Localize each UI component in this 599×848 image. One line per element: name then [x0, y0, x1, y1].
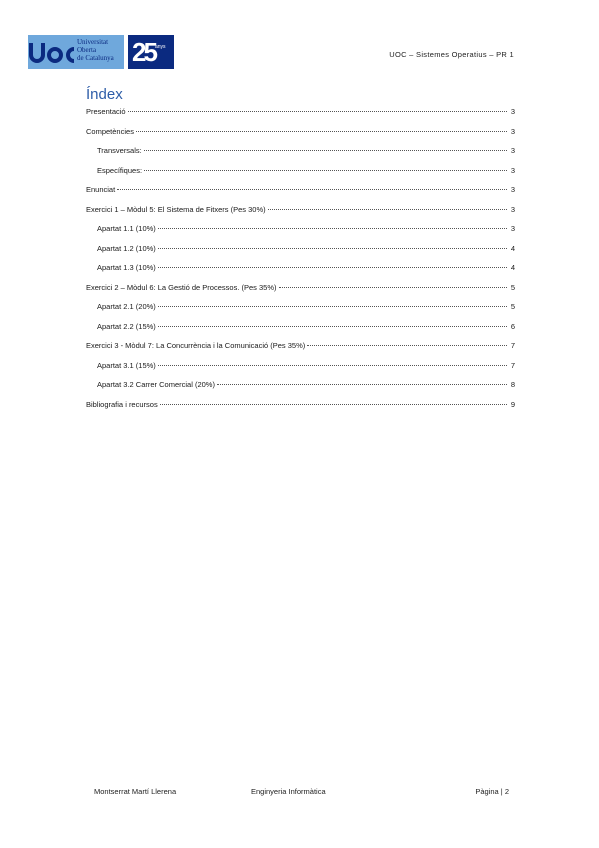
- toc-entry-page: 3: [510, 107, 515, 116]
- toc-entry[interactable]: [86, 322, 515, 342]
- table-of-contents: [86, 107, 515, 419]
- anniversary-number: 25: [132, 37, 155, 67]
- toc-entry[interactable]: [86, 361, 515, 381]
- toc-leader-dots: [158, 326, 507, 327]
- toc-entry-text: Apartat 1.2 (10%): [97, 243, 156, 253]
- toc-title: Índex: [86, 86, 123, 103]
- toc-entry-page: 3: [510, 146, 515, 155]
- toc-entry-text: Presentació: [86, 107, 126, 116]
- anniversary-logo: [128, 35, 174, 69]
- toc-entry[interactable]: [86, 283, 515, 303]
- toc-entry-text: Competències: [86, 126, 134, 136]
- toc-entry-text: Específiques:: [97, 165, 143, 175]
- university-name: Universitat Oberta de Catalunya: [77, 38, 114, 62]
- toc-leader-dots: [279, 287, 507, 288]
- toc-entry[interactable]: [86, 127, 515, 147]
- toc-leader-dots: [117, 189, 507, 190]
- toc-entry[interactable]: [86, 244, 515, 264]
- toc-entry-text: Apartat 1.3 (10%): [97, 263, 156, 272]
- toc-entry[interactable]: [86, 146, 515, 166]
- toc-entry[interactable]: [86, 341, 515, 361]
- footer-degree: Enginyeria Informàtica: [251, 787, 326, 796]
- footer-author: Montserrat Martí Llerena: [94, 787, 177, 796]
- toc-entry-page: 3: [510, 126, 515, 136]
- toc-entry-text: Bibliografia i recursos: [86, 399, 158, 409]
- toc-leader-dots: [136, 131, 507, 132]
- toc-entry[interactable]: [86, 302, 515, 322]
- toc-entry-text: Exercici 2 – Mòdul 6: La Gestió de Processos. (Pes 35%): [86, 282, 277, 292]
- toc-leader-dots: [160, 404, 507, 405]
- uoc-logo: [28, 35, 174, 69]
- toc-entry[interactable]: [86, 205, 515, 225]
- toc-entry-page: 3: [510, 185, 515, 194]
- toc-leader-dots: [128, 111, 507, 112]
- toc-entry-page: 5: [510, 302, 515, 311]
- anniversary-word: anys: [155, 44, 166, 50]
- toc-entry-page: 7: [510, 360, 515, 370]
- toc-leader-dots: [158, 228, 507, 229]
- toc-entry-page: 4: [510, 263, 515, 272]
- toc-entry-text: Enunciat: [86, 185, 116, 194]
- toc-entry[interactable]: [86, 380, 515, 400]
- toc-entry[interactable]: [86, 166, 515, 186]
- toc-entry-text: Exercici 3 - Mòdul 7: La Concurrència i la Comunicació (Pes 35%): [86, 341, 306, 350]
- toc-entry-page: 8: [510, 380, 515, 389]
- toc-leader-dots: [158, 306, 507, 307]
- toc-entry-page: 3: [510, 165, 515, 175]
- toc-leader-dots: [144, 170, 507, 171]
- toc-entry[interactable]: [86, 224, 515, 244]
- toc-entry[interactable]: [86, 185, 515, 205]
- toc-entry-page: 7: [510, 341, 515, 350]
- toc-entry-text: Transversals:: [97, 146, 142, 155]
- toc-entry-page: 5: [510, 282, 515, 292]
- toc-entry-page: 9: [510, 399, 515, 409]
- toc-entry[interactable]: [86, 107, 515, 127]
- header-course-title: UOC – Sistemes Operatius – PR 1: [389, 50, 514, 59]
- toc-entry[interactable]: [86, 263, 515, 283]
- toc-entry-text: Apartat 2.2 (15%): [97, 321, 156, 331]
- toc-entry-page: 3: [510, 204, 515, 214]
- toc-leader-dots: [158, 248, 507, 249]
- toc-entry-page: 6: [510, 321, 515, 331]
- toc-leader-dots: [217, 384, 507, 385]
- toc-leader-dots: [144, 150, 507, 151]
- toc-entry-text: Exercici 1 – Mòdul 5: El Sistema de Fitxers (Pes 30%): [86, 204, 266, 214]
- toc-entry-text: Apartat 3.2 Carrer Comercial (20%): [97, 380, 215, 389]
- toc-entry-text: Apartat 1.1 (10%): [97, 224, 156, 233]
- toc-leader-dots: [158, 267, 507, 268]
- toc-entry-page: 4: [510, 243, 515, 253]
- toc-entry-text: Apartat 2.1 (20%): [97, 302, 156, 311]
- toc-entry-text: Apartat 3.1 (15%): [97, 360, 156, 370]
- toc-entry-page: 3: [510, 224, 515, 233]
- uoc-letters-icon: [28, 35, 76, 69]
- uoc-logo-mark: [28, 35, 124, 69]
- toc-entry[interactable]: [86, 400, 515, 420]
- toc-leader-dots: [307, 345, 507, 346]
- toc-leader-dots: [268, 209, 507, 210]
- footer-page-number: Pàgina | 2: [475, 787, 509, 796]
- toc-leader-dots: [158, 365, 507, 366]
